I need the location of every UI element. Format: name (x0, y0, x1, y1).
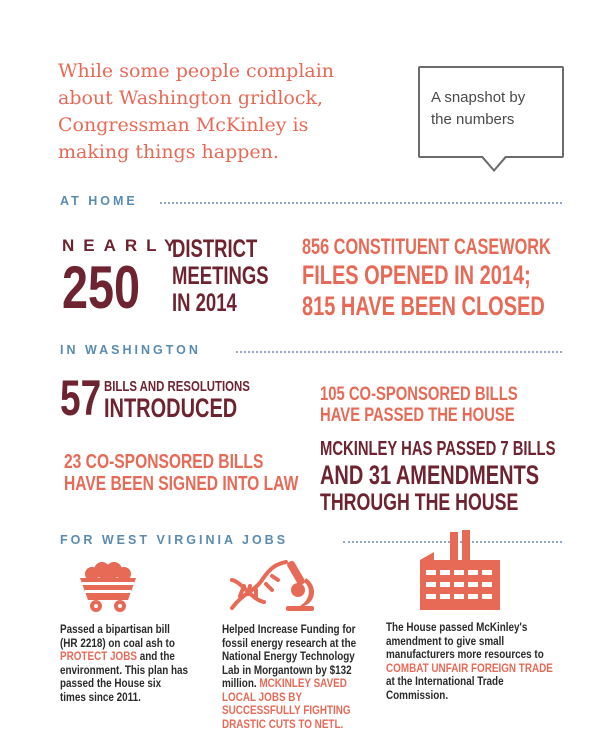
stat-line: HAVE BEEN SIGNED INTO LAW (64, 473, 299, 495)
nearly-label: NEARLY (62, 236, 185, 255)
snapshot-callout-text (431, 87, 559, 131)
passed-bills-stat (320, 438, 555, 516)
bills-label-line2: INTRODUCED (104, 393, 238, 423)
coal-text-a: Passed a bipartisan bill (HR 2218) on coal ash to (60, 624, 175, 650)
stat-line: 23 CO-SPONSORED BILLS (64, 451, 264, 473)
coal-ash-text (60, 624, 189, 705)
bills-number: 57 (60, 370, 102, 426)
intro-line: making things happen. (58, 141, 279, 163)
callout-line: A snapshot by (431, 89, 526, 106)
stat-line: AND 31 AMENDMENTS (320, 460, 540, 490)
section-divider (160, 202, 562, 204)
meetings-line: DISTRICT (172, 235, 258, 263)
section-heading-home: AT HOME (60, 194, 138, 208)
intro-line: Congressman McKinley is (58, 114, 309, 136)
cosponsored-passed-stat (320, 384, 518, 426)
intro-headline (58, 58, 388, 166)
trade-text-b: at the International Trade Commission. (386, 676, 504, 702)
research-funding-text (222, 624, 361, 732)
dna-microscope-icon (226, 556, 318, 616)
research-text-highlight: MCKINLEY SAVED LOCAL JOBS BY SUCCESSFULLY FIGHTING DRASTIC CUTS TO NETL. (222, 678, 351, 731)
stat-line: MCKINLEY HAS PASSED 7 BILLS (320, 438, 556, 460)
meetings-number: 250 (62, 254, 141, 321)
casework-line: 856 CONSTITUENT CASEWORK (302, 234, 551, 259)
casework-line: FILES OPENED IN 2014; (302, 260, 531, 290)
intro-line: While some people complain (58, 60, 335, 82)
casework-line: 815 HAVE BEEN CLOSED (302, 291, 545, 321)
meetings-line: MEETINGS (172, 262, 269, 290)
trade-amendment-text (386, 622, 556, 703)
casework-stat (302, 234, 551, 322)
trade-text-highlight: COMBAT UNFAIR FOREIGN TRADE (386, 662, 553, 675)
callout-tail-inner (482, 155, 506, 169)
bills-label-line1: BILLS AND RESOLUTIONS (104, 378, 250, 395)
callout-line: the numbers (431, 111, 515, 128)
factory-icon (416, 530, 502, 610)
cosponsored-signed-stat (64, 451, 298, 495)
intro-line: about Washington gridlock, (58, 87, 324, 109)
stat-line: HAVE PASSED THE HOUSE (320, 405, 515, 426)
coal-cart-icon (78, 560, 138, 616)
section-heading-jobs: FOR WEST VIRGINIA JOBS (60, 533, 289, 547)
meetings-label (172, 236, 269, 317)
section-heading-washington: IN WASHINGTON (60, 343, 201, 357)
stat-line: THROUGH THE HOUSE (320, 489, 519, 516)
coal-text-b: and the environment. This plan has passed the House six times since 2011. (60, 651, 189, 704)
coal-text-highlight: PROTECT JOBS (60, 651, 137, 663)
stat-line: 105 CO-SPONSORED BILLS (320, 384, 518, 405)
meetings-line: IN 2014 (172, 289, 237, 317)
research-text-a: Helped Increase Funding for fossil energy research at the National Energy Technology Lab in Morgantown by $132 million. (222, 624, 357, 690)
section-divider (236, 351, 562, 353)
trade-text-a: The House passed McKinley's amendment to give small manufacturers more resources to (386, 622, 544, 661)
